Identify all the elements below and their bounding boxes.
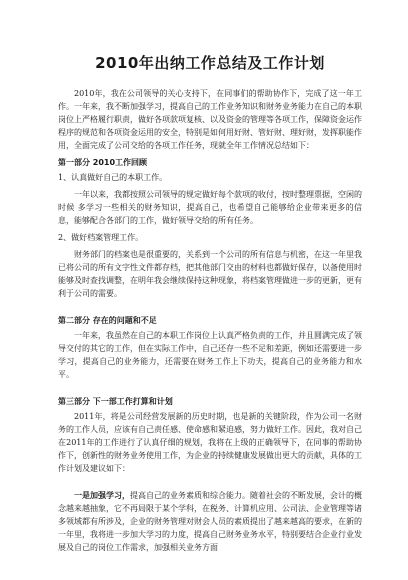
part3-point1 xyxy=(58,489,362,554)
part3-point1-lead: 一是加强学习， xyxy=(74,491,130,500)
part1-item2-body: 财务部门的档案也是很重要的，关系到一个公司的所有信息与机密，在这一年里我已将公司的所有文字性文件都存档，把其他部门交由的材料也都做好保存，以备使用时能够及时查找调整，在明年我会继续保持这种现象，将档案管理做进一步的更新，更有利于公司的需要。 xyxy=(58,250,362,298)
part2-heading: 第二部分 存在的问题和不足 xyxy=(58,316,157,325)
part1-item1-title: 1、认真做好自己的本职工作。 xyxy=(58,173,168,182)
part1-item1-body: 一年以来，我都按照公司领导的规定做好每个款项的收付，按时整理票据，空闲的时候 多学习一些相关的财务知识，提高自己，也希望自己能够给企业带来更多的信息，能够配合各部门的工作，做好领导交给的所有任务。 xyxy=(58,190,362,225)
intro-paragraph: 2010年，我在公司领导的关心支持下，在同事们的帮助协作下，完成了这一年工作。一年来，我不断加强学习，提高自己的工作业务知识和财务业务能力在自己的本职岗位上严格履行职责，做好各项款项复核、以及资金的管理等各项工作，保障资金运作程序的规范和各项资金运用的安全，特别是如何用好财、管好财、理好财，发挥职能作用，全面完成了公司交给的各项工作任务，现就全年工作情况总结如下： xyxy=(58,89,362,150)
part2-body: 一年来，我虽然在自己的本职工作岗位上认真严格负责的工作，并且圆满完成了领导交付的其它的工作，但在实际工作中，自己还存一些不足和差距，例如还需要进一步学习，提高自己的业务能力，还需要在财务工作上下功夫，提高自己的业务能力和水平。 xyxy=(58,331,362,379)
document-title: 2010年出纳工作总结及工作计划 xyxy=(95,54,325,72)
part1-heading: 第一部分 2010工作回顾 xyxy=(58,158,148,167)
part3-body: 2011年，将是公司经营发展新的历史时期，也是新的关键阶段，作为公司一名财务的工作人员，应该有自己责任感、使命感和紧迫感，努力做好工作。因此，我对自己在2011年的工作进行了认真仔细的规划，我将在上级的正确领导下，在同事的帮助协作下，创新性的财务业务使用工作，为企业的持续健康发展做出更大的贡献，具体的工作计划及建议如下： xyxy=(58,412,362,473)
part3-heading: 第三部分 下一部工作打算和计划 xyxy=(58,397,173,406)
part3-point1-body: 提高自己的业务素质和综合能力。随着社会的不断发展，会计的概念越来越抽象，它不再局限于某个学科，在税务、计算机应用、公司法、企业管理等诸多领域都有所涉及，企业的财务管理对财会人员的素质提出了越来越高的要求，在新的一年里，我将进一步加大学习的力度，提高自己财务业务水平，特别要结合企业行业发展及自己的岗位工作需求，加强相关业务方面 xyxy=(58,491,362,552)
part1-item2-title: 2、做好档案管理工作。 xyxy=(58,233,144,242)
